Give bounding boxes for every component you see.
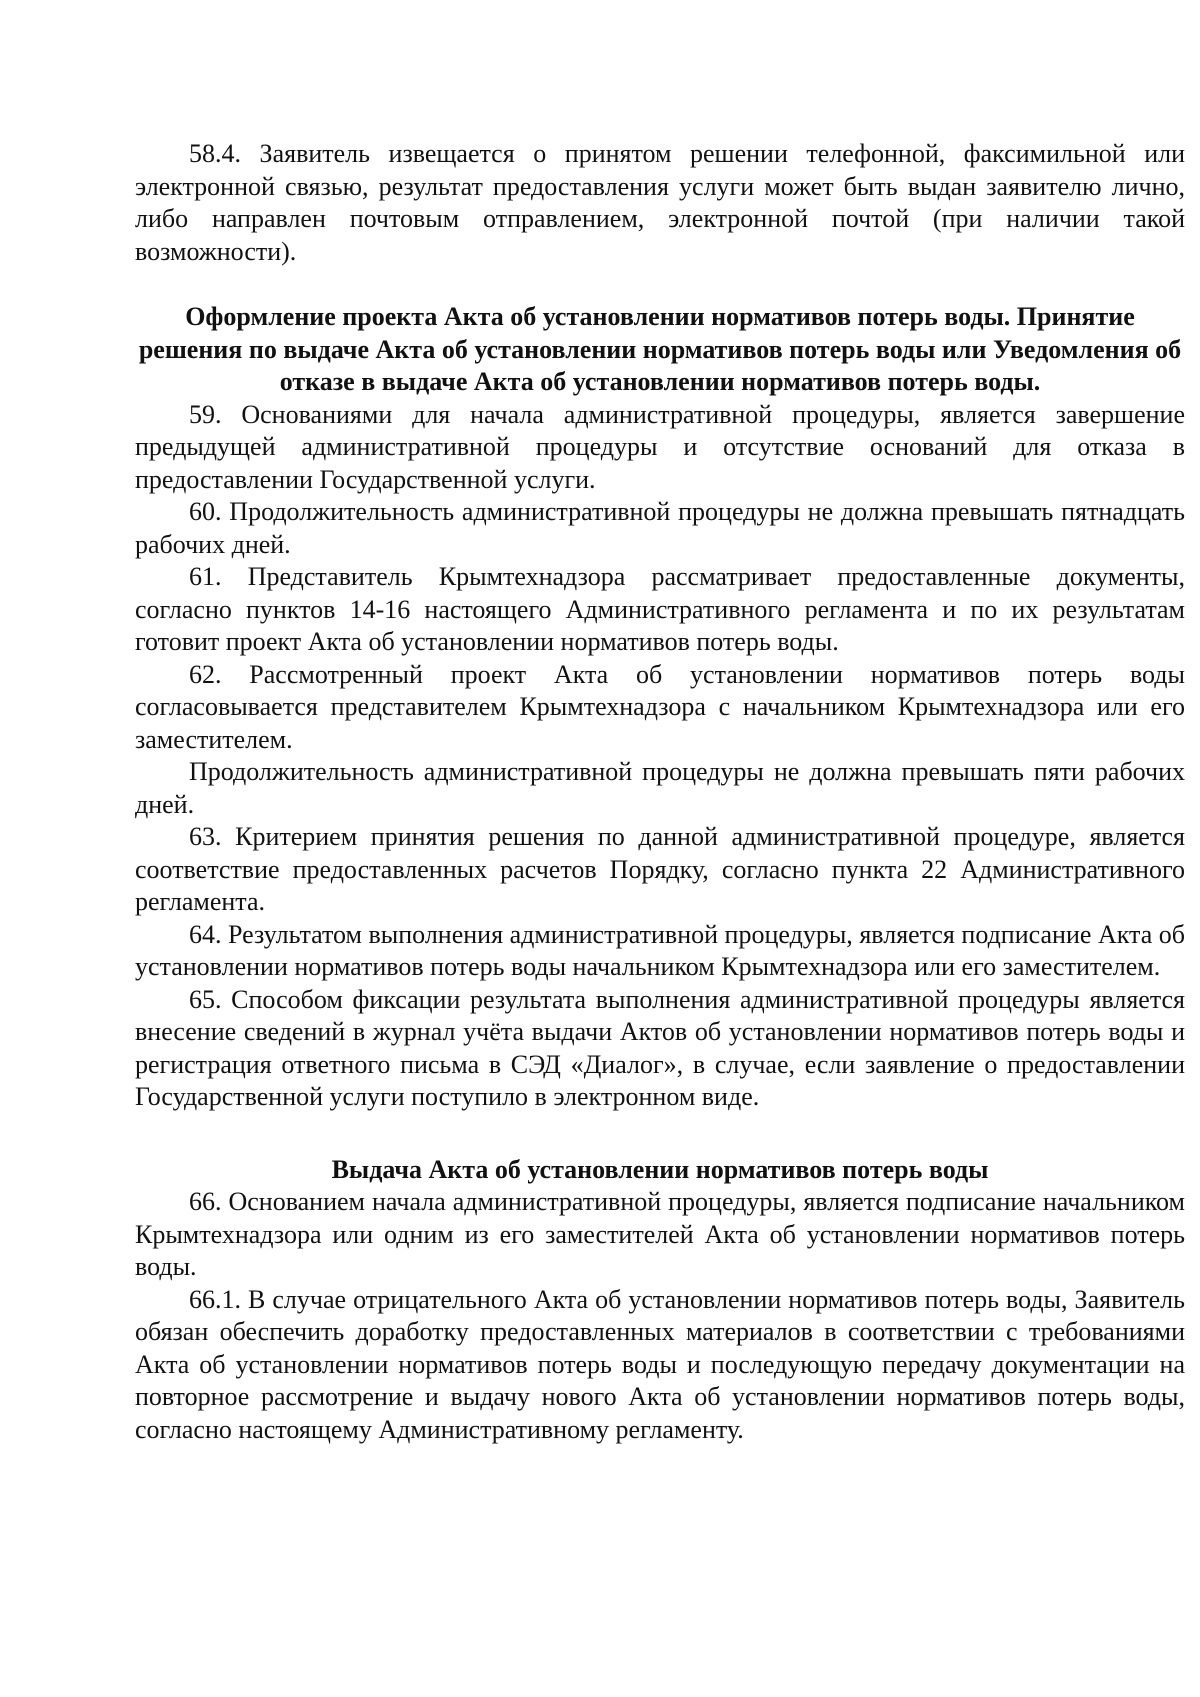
paragraph-60: 60. Продолжительность административной процедуры не должна превышать пятнадцать рабочих дней.: [135, 497, 1185, 559]
paragraph-64: 64. Результатом выполнения административной процедуры, является подписание Акта об установлении нормативов потерь воды начальником Крымтехнадзора или его заместителем.: [135, 919, 1185, 981]
paragraph-62: 62. Рассмотренный проект Акта об установлении нормативов потерь воды согласовывается представителем Крымтехнадзора с начальником Крымтехнадзора или его заместителем.: [135, 659, 1185, 754]
paragraph-66: 66. Основанием начала административной процедуры, является подписание начальником Крымтехнадзора или одним из его заместителей Акта об установлении нормативов потерь воды.: [135, 1187, 1185, 1281]
paragraph-58-4: 58.4. Заявитель извещается о принятом решении телефонной, факсимильной или электронной связью, результат предоставления услуги может быть выдан заявителю лично, либо направлен почтовым отправлением, электронной почтой (при наличии такой возможности).: [135, 139, 1185, 266]
paragraph-65: 65. Способом фиксации результата выполнения административной процедуры является внесение сведений в журнал учёта выдачи Актов об установлении нормативов потерь воды и регистрация ответного письма в СЭД «Диалог», в случае, если заявление о предоставлении Государственной услуги поступило в электронном виде.: [135, 984, 1185, 1111]
paragraph-59: 59. Основаниями для начала административной процедуры, является завершение предыдущей административной процедуры и отсутствие оснований для отказа в предоставлении Государственной услуги.: [135, 399, 1185, 494]
document-page: [135, 138, 1185, 1446]
paragraph-61: 61. Представитель Крымтехнадзора рассматривает предоставленные документы, согласно пунктов 14-16 настоящего Административного регламента и по их результатам готовит проект Акта об установлении нормативов потерь воды.: [135, 562, 1185, 656]
paragraph-66-1: 66.1. В случае отрицательного Акта об установлении нормативов потерь воды, Заявитель обязан обеспечить доработку предоставленных материалов в соответствии с требованиями Акта об установлении нормативов потерь воды и последующую передачу документации на повторное рассмотрение и выдачу нового Акта об установлении нормативов потерь воды, согласно настоящему Административному регламенту.: [135, 1284, 1185, 1444]
section-heading-act-issuance: Выдача Акта об установлении нормативов потерь воды: [331, 1154, 989, 1184]
section-heading-act-preparation: Оформление проекта Акта об установлении нормативов потерь воды. Принятие решения по выдаче Акта об установлении нормативов потерь воды или Уведомления об отказе в выдаче Акта об установлении нормативов потерь воды.: [138, 302, 1182, 396]
paragraph-62-duration: Продолжительность административной процедуры не должна превышать пяти рабочих дней.: [135, 757, 1185, 819]
paragraph-63: 63. Критерием принятия решения по данной административной процедуре, является соответствие предоставленных расчетов Порядку, согласно пункта 22 Административного регламента.: [135, 822, 1185, 916]
